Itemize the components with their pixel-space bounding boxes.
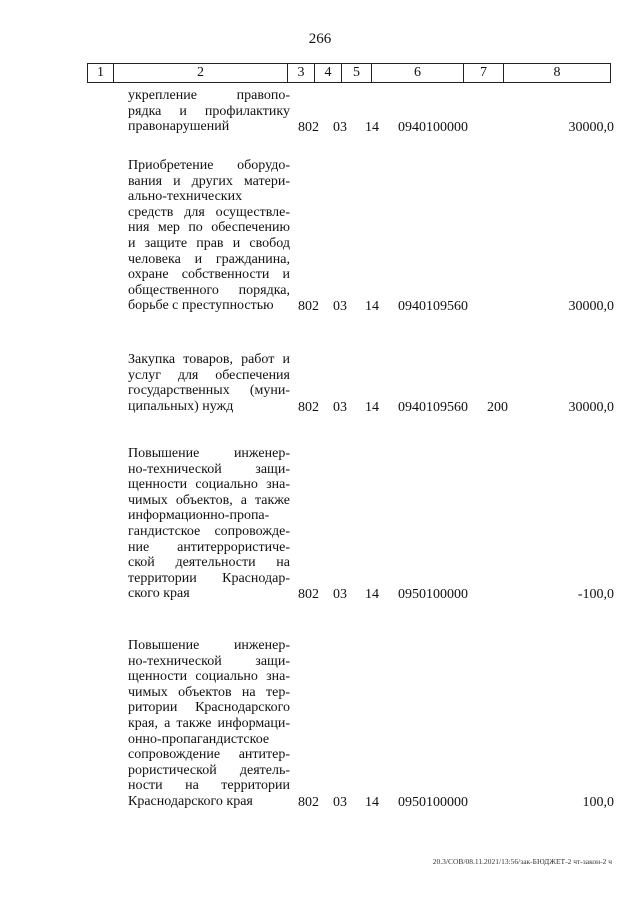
col-5-value: 14	[365, 587, 379, 603]
description-line: средств для осуществле-	[128, 204, 290, 220]
page-number: 266	[308, 31, 332, 47]
description-line: рористической деятель-	[128, 762, 290, 778]
description-line: ние антитеррористиче-	[128, 539, 290, 555]
col-4-value: 03	[333, 399, 347, 415]
row-description	[128, 88, 290, 135]
col-5-value: 14	[365, 795, 379, 810]
description-line: Приобретение оборудо-	[128, 158, 290, 173]
header-col-6: 6	[372, 64, 464, 82]
description-line: услуг для обеспечения	[128, 367, 290, 383]
description-line: края, а также информаци-	[128, 715, 290, 731]
col-3-value: 802	[298, 120, 319, 136]
row-description	[128, 446, 290, 602]
description-line: Краснодарского края	[128, 793, 253, 809]
header-col-2: 2	[114, 64, 288, 82]
row-description	[128, 638, 290, 810]
description-line: и защите прав и свобод	[128, 235, 290, 251]
description-line: ности на территории	[128, 778, 290, 794]
col-3-value: 802	[298, 299, 319, 315]
col-6-value: 0950100000	[398, 795, 468, 810]
description-line: щенности социально зна-	[128, 669, 290, 685]
col-8-value: -100,0	[577, 587, 614, 603]
description-line: щенности социально зна-	[128, 477, 290, 493]
description-line: рядка и профилактику	[128, 103, 290, 119]
col-5-value: 14	[365, 399, 379, 415]
header-col-3: 3	[288, 64, 315, 82]
col-6-value: 0950100000	[398, 587, 468, 603]
col-6-value: 0940109560	[398, 299, 468, 315]
col-3-value: 802	[298, 399, 319, 415]
description-line: государственных (муни-	[128, 383, 290, 399]
col-4-value: 03	[333, 120, 347, 136]
description-line: ского края	[128, 586, 190, 602]
col-6-value: 0940100000	[398, 120, 468, 136]
description-line: Повышение инженер-	[128, 446, 290, 461]
header-col-4: 4	[315, 64, 342, 82]
description-line: чимых объектов на тер-	[128, 684, 290, 700]
col-4-value: 03	[333, 299, 347, 315]
description-line: Повышение инженер-	[128, 638, 290, 653]
row-description	[128, 158, 290, 314]
description-line: общественного порядка,	[128, 282, 290, 298]
col-8-value: 30000,0	[568, 399, 614, 415]
description-line: территории Краснодар-	[128, 570, 290, 586]
col-5-value: 14	[365, 299, 379, 315]
col-5-value: 14	[365, 120, 379, 136]
description-line: ципальных) нужд	[128, 398, 234, 414]
description-line: но-технической защи-	[128, 653, 290, 669]
description-line: укрепление правопо-	[128, 88, 290, 103]
description-line: гандистское сопровожде-	[128, 523, 290, 539]
description-line: Закупка товаров, работ и	[128, 352, 290, 367]
footer-stamp: 20.3/СОВ/08.11.2021/13:56/зак-БЮДЖЕТ-2 чт-закон-2 ч	[432, 857, 612, 866]
col-4-value: 03	[333, 587, 347, 603]
description-line: онно-пропагандистское	[128, 731, 270, 747]
header-col-7: 7	[464, 64, 504, 82]
description-line: охране собственности и	[128, 267, 290, 283]
header-col-5: 5	[342, 64, 372, 82]
description-line: борьбе с преступностью	[128, 298, 274, 314]
col-3-value: 802	[298, 587, 319, 603]
row-description	[128, 352, 290, 414]
description-line: но-технической защи-	[128, 461, 290, 477]
description-line: правонарушений	[128, 119, 230, 135]
description-line: человека и гражданина,	[128, 251, 290, 267]
description-line: ритории Краснодарского	[128, 700, 290, 716]
description-line: ской деятельности на	[128, 555, 290, 571]
header-col-8: 8	[553, 65, 561, 80]
description-line: чимых объектов, а также	[128, 492, 290, 508]
description-line: ально-технических	[128, 189, 243, 205]
table-header	[87, 63, 611, 83]
col-8-value: 100,0	[582, 795, 614, 810]
col-8-value: 30000,0	[568, 120, 614, 136]
col-3-value: 802	[298, 795, 319, 810]
col-8-value: 30000,0	[568, 299, 614, 315]
header-col-1: 1	[88, 64, 114, 82]
col-6-value: 0940109560	[398, 399, 468, 415]
description-line: сопровождение антитер-	[128, 747, 290, 763]
description-line: вания и других матери-	[128, 173, 290, 189]
col-4-value: 03	[333, 795, 347, 810]
col-7-value: 200	[487, 399, 508, 415]
description-line: ния мер по обеспечению	[128, 220, 290, 236]
description-line: информационно-пропа-	[128, 508, 270, 524]
